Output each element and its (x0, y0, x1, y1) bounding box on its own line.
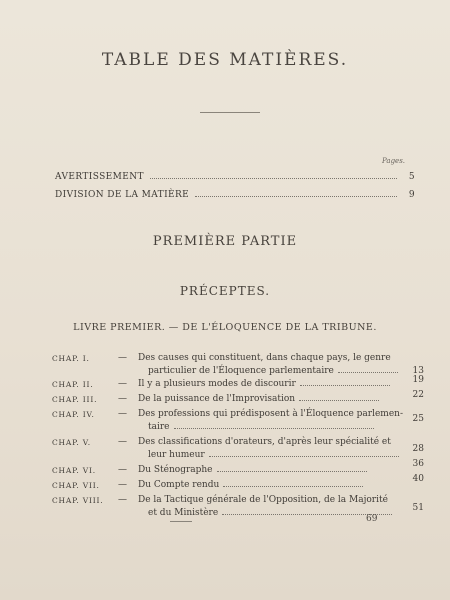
chapter-title: Des professions qui prédisposent à l'Éloquence parlemen- taire (138, 408, 406, 434)
book-heading: LIVRE PREMIER. — DE L'ÉLOQUENCE DE LA TRIBUNE. (73, 322, 377, 333)
dot-leader (195, 196, 397, 197)
dot-leader (150, 178, 397, 179)
chapter-page: 19 (412, 375, 424, 385)
chapter-title-line: particulier de l'Éloquence parlementaire (138, 365, 406, 378)
chapter-dash: — (118, 409, 127, 419)
front-matter-label: AVERTISSEMENT (55, 172, 144, 182)
chapter-page: 40 (412, 474, 424, 484)
chapter-entry (52, 375, 424, 391)
chapter-title-line: Des causes qui constituent, dans chaque pays, le genre (138, 353, 391, 363)
chapter-page: 22 (412, 390, 424, 400)
front-matter-page: 9 (408, 190, 415, 200)
chapter-page: 25 (412, 414, 424, 424)
chapter-label: CHAP. IV. (52, 410, 95, 419)
chapter-dash: — (118, 353, 127, 363)
section-heading: PRÉCEPTES. (179, 284, 271, 298)
chapter-label: CHAP. II. (52, 380, 94, 389)
chapter-title-line: Des professions qui prédisposent à l'Éloquence parlemen- (138, 409, 403, 419)
chapter-entry (52, 390, 424, 406)
pages-column-label: Pages. (382, 157, 406, 165)
dot-leader (300, 385, 390, 386)
chapter-dash: — (118, 437, 127, 447)
chapter-label: CHAP. VIII. (52, 496, 104, 505)
chapter-title: Du Sténographe (138, 464, 406, 477)
chapter-entry (52, 474, 424, 492)
chapter-title-line: De la Tactique générale de l'Opposition, de la Majorité (138, 495, 388, 505)
chapter-dash: — (118, 379, 127, 389)
dot-leader (223, 486, 363, 487)
dot-leader (174, 428, 374, 429)
chapter-title: De la Tactique générale de l'Opposition, de la Majorité et du Ministère (138, 494, 406, 520)
chapter-entry (52, 436, 424, 462)
chapter-title: Des classifications d'orateurs, d'après leur spécialité et leur humeur (138, 436, 406, 462)
chapter-dash: — (118, 495, 127, 505)
chapter-entry (52, 352, 424, 378)
chapter-label: CHAP. VI. (52, 466, 96, 475)
chapter-label: CHAP. V. (52, 438, 91, 447)
title-divider (200, 112, 260, 113)
chapter-title: Il y a plusieurs modes de discourir (138, 378, 406, 391)
chapter-entry (52, 408, 424, 434)
part-heading: PREMIÈRE PARTIE (152, 234, 298, 249)
chapter-dash: — (118, 394, 127, 404)
chapter-entry (52, 459, 424, 477)
dot-leader (338, 372, 398, 373)
chapter-dash: — (118, 480, 127, 490)
dot-leader (209, 456, 399, 457)
front-matter-page: 5 (408, 172, 415, 182)
chapter-title: De la puissance de l'Improvisation (138, 393, 406, 406)
chapter-dash: — (118, 465, 127, 475)
front-matter-label: DIVISION DE LA MATIÈRE (55, 190, 190, 200)
dot-leader (299, 400, 379, 401)
chapter-page: 28 (412, 444, 424, 454)
front-matter-item (55, 172, 415, 182)
chapter-page: 36 (412, 459, 424, 469)
page-folio: 69 (366, 514, 378, 524)
chapter-title: Du Compte rendu (138, 479, 406, 492)
front-matter-item (55, 190, 415, 200)
dot-leader (217, 471, 367, 472)
chapter-title (138, 352, 406, 378)
chapter-label: CHAP. VII. (52, 481, 100, 490)
footer-divider (170, 521, 192, 522)
page-title: TABLE DES MATIÈRES. (101, 50, 349, 70)
chapter-page: 13 (412, 366, 424, 376)
chapter-label: CHAP. III. (52, 395, 98, 404)
chapter-label: CHAP. I. (52, 354, 90, 363)
chapter-page: 51 (412, 503, 424, 513)
chapter-title-line: Des classifications d'orateurs, d'après leur spécialité et (138, 437, 391, 447)
